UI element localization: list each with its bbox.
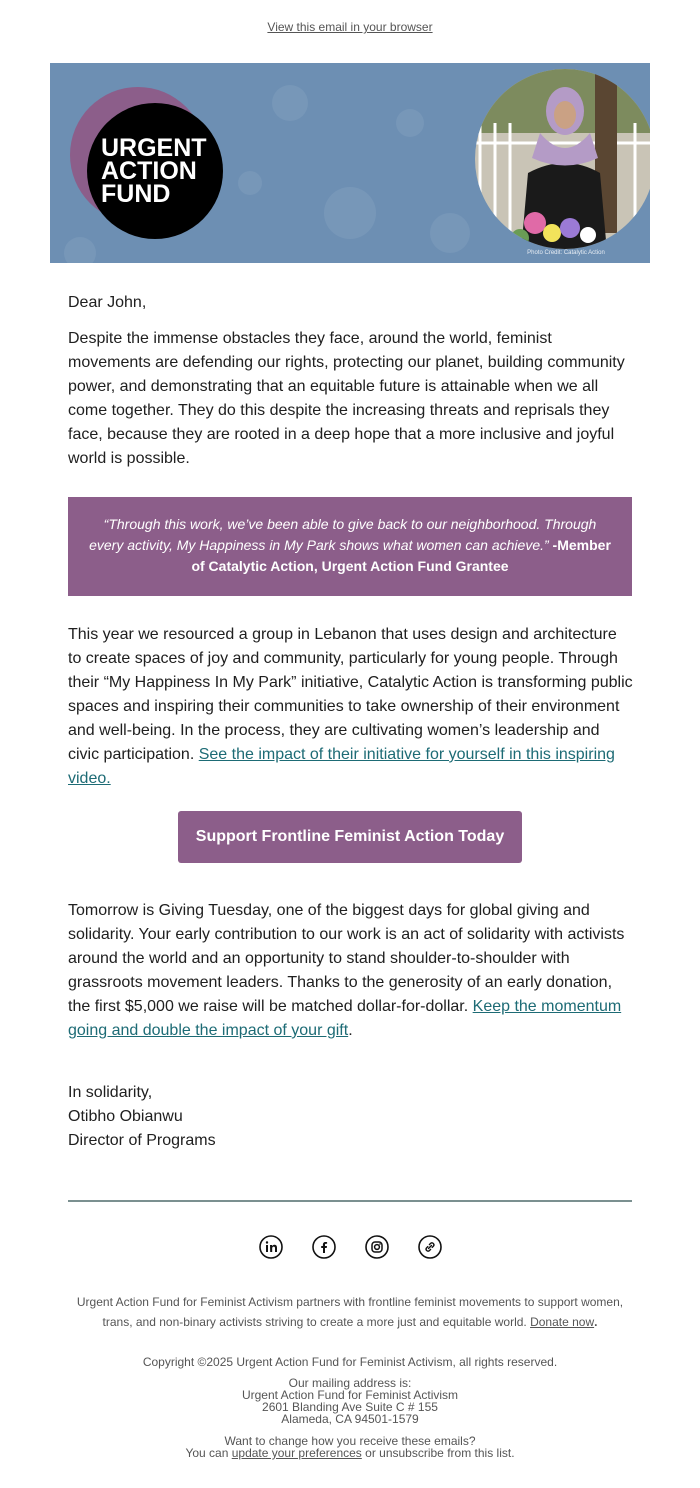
impact-video-link[interactable]: See the impact of their initiative for yourself in this inspiring video. [68,746,615,787]
you-can-text: You can [185,1446,232,1460]
paragraph-3-block [68,899,634,1043]
quote-box [68,497,632,596]
paragraph-2-block [68,623,634,791]
mailing-org: Urgent Action Fund for Feminist Activism [241,1388,459,1402]
hero-banner [50,63,650,263]
signer-name: Otibho Obianwu [68,1108,183,1125]
signer-title: Director of Programs [68,1132,216,1149]
greeting: Dear John, [68,294,147,311]
paragraph-3 [68,899,634,1043]
mailing-address [0,1377,700,1425]
paragraph-3-end: . [348,1022,353,1039]
preheader [0,20,700,34]
paragraph-2-text: This year we resourced a group in Lebanon that uses design and architecture to create spaces of joy and community, particularly for young people. Through their “My Happiness In My Park” initiative, Catalytic Action is transforming public spaces and inspiring their communities to take ownership of their environment and well-being. In the process, they are cultivating women’s leadership and civic participation. [68,626,633,763]
signature [68,1081,634,1153]
footer-about-end: . [594,1315,598,1329]
footer-about [0,1292,700,1332]
hero-graphic [50,63,650,263]
letter-intro [68,291,634,471]
paragraph-3-text: Tomorrow is Giving Tuesday, one of the biggest days for global giving and solidarity. Your early contribution to our work is an act of solidarity with activists around the world and an opportunity to stand shoulder-to-shoulder with grassroots movement leaders. Thanks to the generosity of an early donation, the first $5,000 we raise will be matched dollar-for-dollar. [68,902,625,1015]
mailing-city: Alameda, CA 94501-1579 [281,1412,419,1426]
footer-divider [68,1200,632,1202]
preferences-block [0,1435,700,1459]
footer-about-text: Urgent Action Fund for Feminist Activism partners with frontline feminist movements to support women, trans, and non-binary activists striving to create a more just and equitable world. [76,1295,624,1329]
momentum-donate-link[interactable]: Keep the momentum going and double the impact of your gift [68,998,622,1039]
closing: In solidarity, [68,1084,153,1101]
unsubscribe-text[interactable]: or unsubscribe from this list. [361,1446,515,1460]
instagram-icon[interactable] [365,1235,389,1259]
logo-text-line-2: ACTION [101,157,197,185]
donate-now-link[interactable]: Donate now [530,1315,595,1329]
mailing-street: 2601 Blanding Ave Suite C # 155 [262,1400,438,1414]
mailing-label: Our mailing address is: [288,1376,412,1390]
preferences-line [0,1447,700,1459]
website-link-icon[interactable] [418,1235,442,1259]
logo-text-line-1: URGENT [101,134,207,162]
paragraph-2 [68,623,634,791]
update-preferences-link[interactable]: update your preferences [231,1446,362,1460]
logo-text-line-3: FUND [101,180,171,208]
linkedin-icon[interactable] [259,1235,283,1259]
paragraph-1: Despite the immense obstacles they face, around the world, feminist movements are defending our rights, protecting our planet, building community power, and demonstrating that an equitable future is attainable when we all come together. They do this despite the increasing threats and reprisals they face, because they are rooted in a deep hope that a more inclusive and joyful world is possible. [68,330,625,467]
footer-copyright: Copyright ©2025 Urgent Action Fund for Feminist Activism, all rights reserved. [142,1355,558,1369]
quote-text: “Through this work, we’ve been able to give back to our neighborhood. Through every activity, My Happiness in My Park shows what women can achieve.” [89,516,597,553]
facebook-icon[interactable] [312,1235,336,1259]
quote-attribution: -Member of Catalytic Action, Urgent Action Fund Grantee [191,537,611,574]
social-icons [0,1235,700,1259]
view-in-browser-link[interactable]: View this email in your browser [267,20,433,34]
photo-credit: Photo Credit: Catalytic Action [527,250,605,256]
support-cta-button[interactable]: Support Frontline Feminist Action Today [178,811,522,863]
change-prompt: Want to change how you receive these emails? [224,1434,476,1448]
